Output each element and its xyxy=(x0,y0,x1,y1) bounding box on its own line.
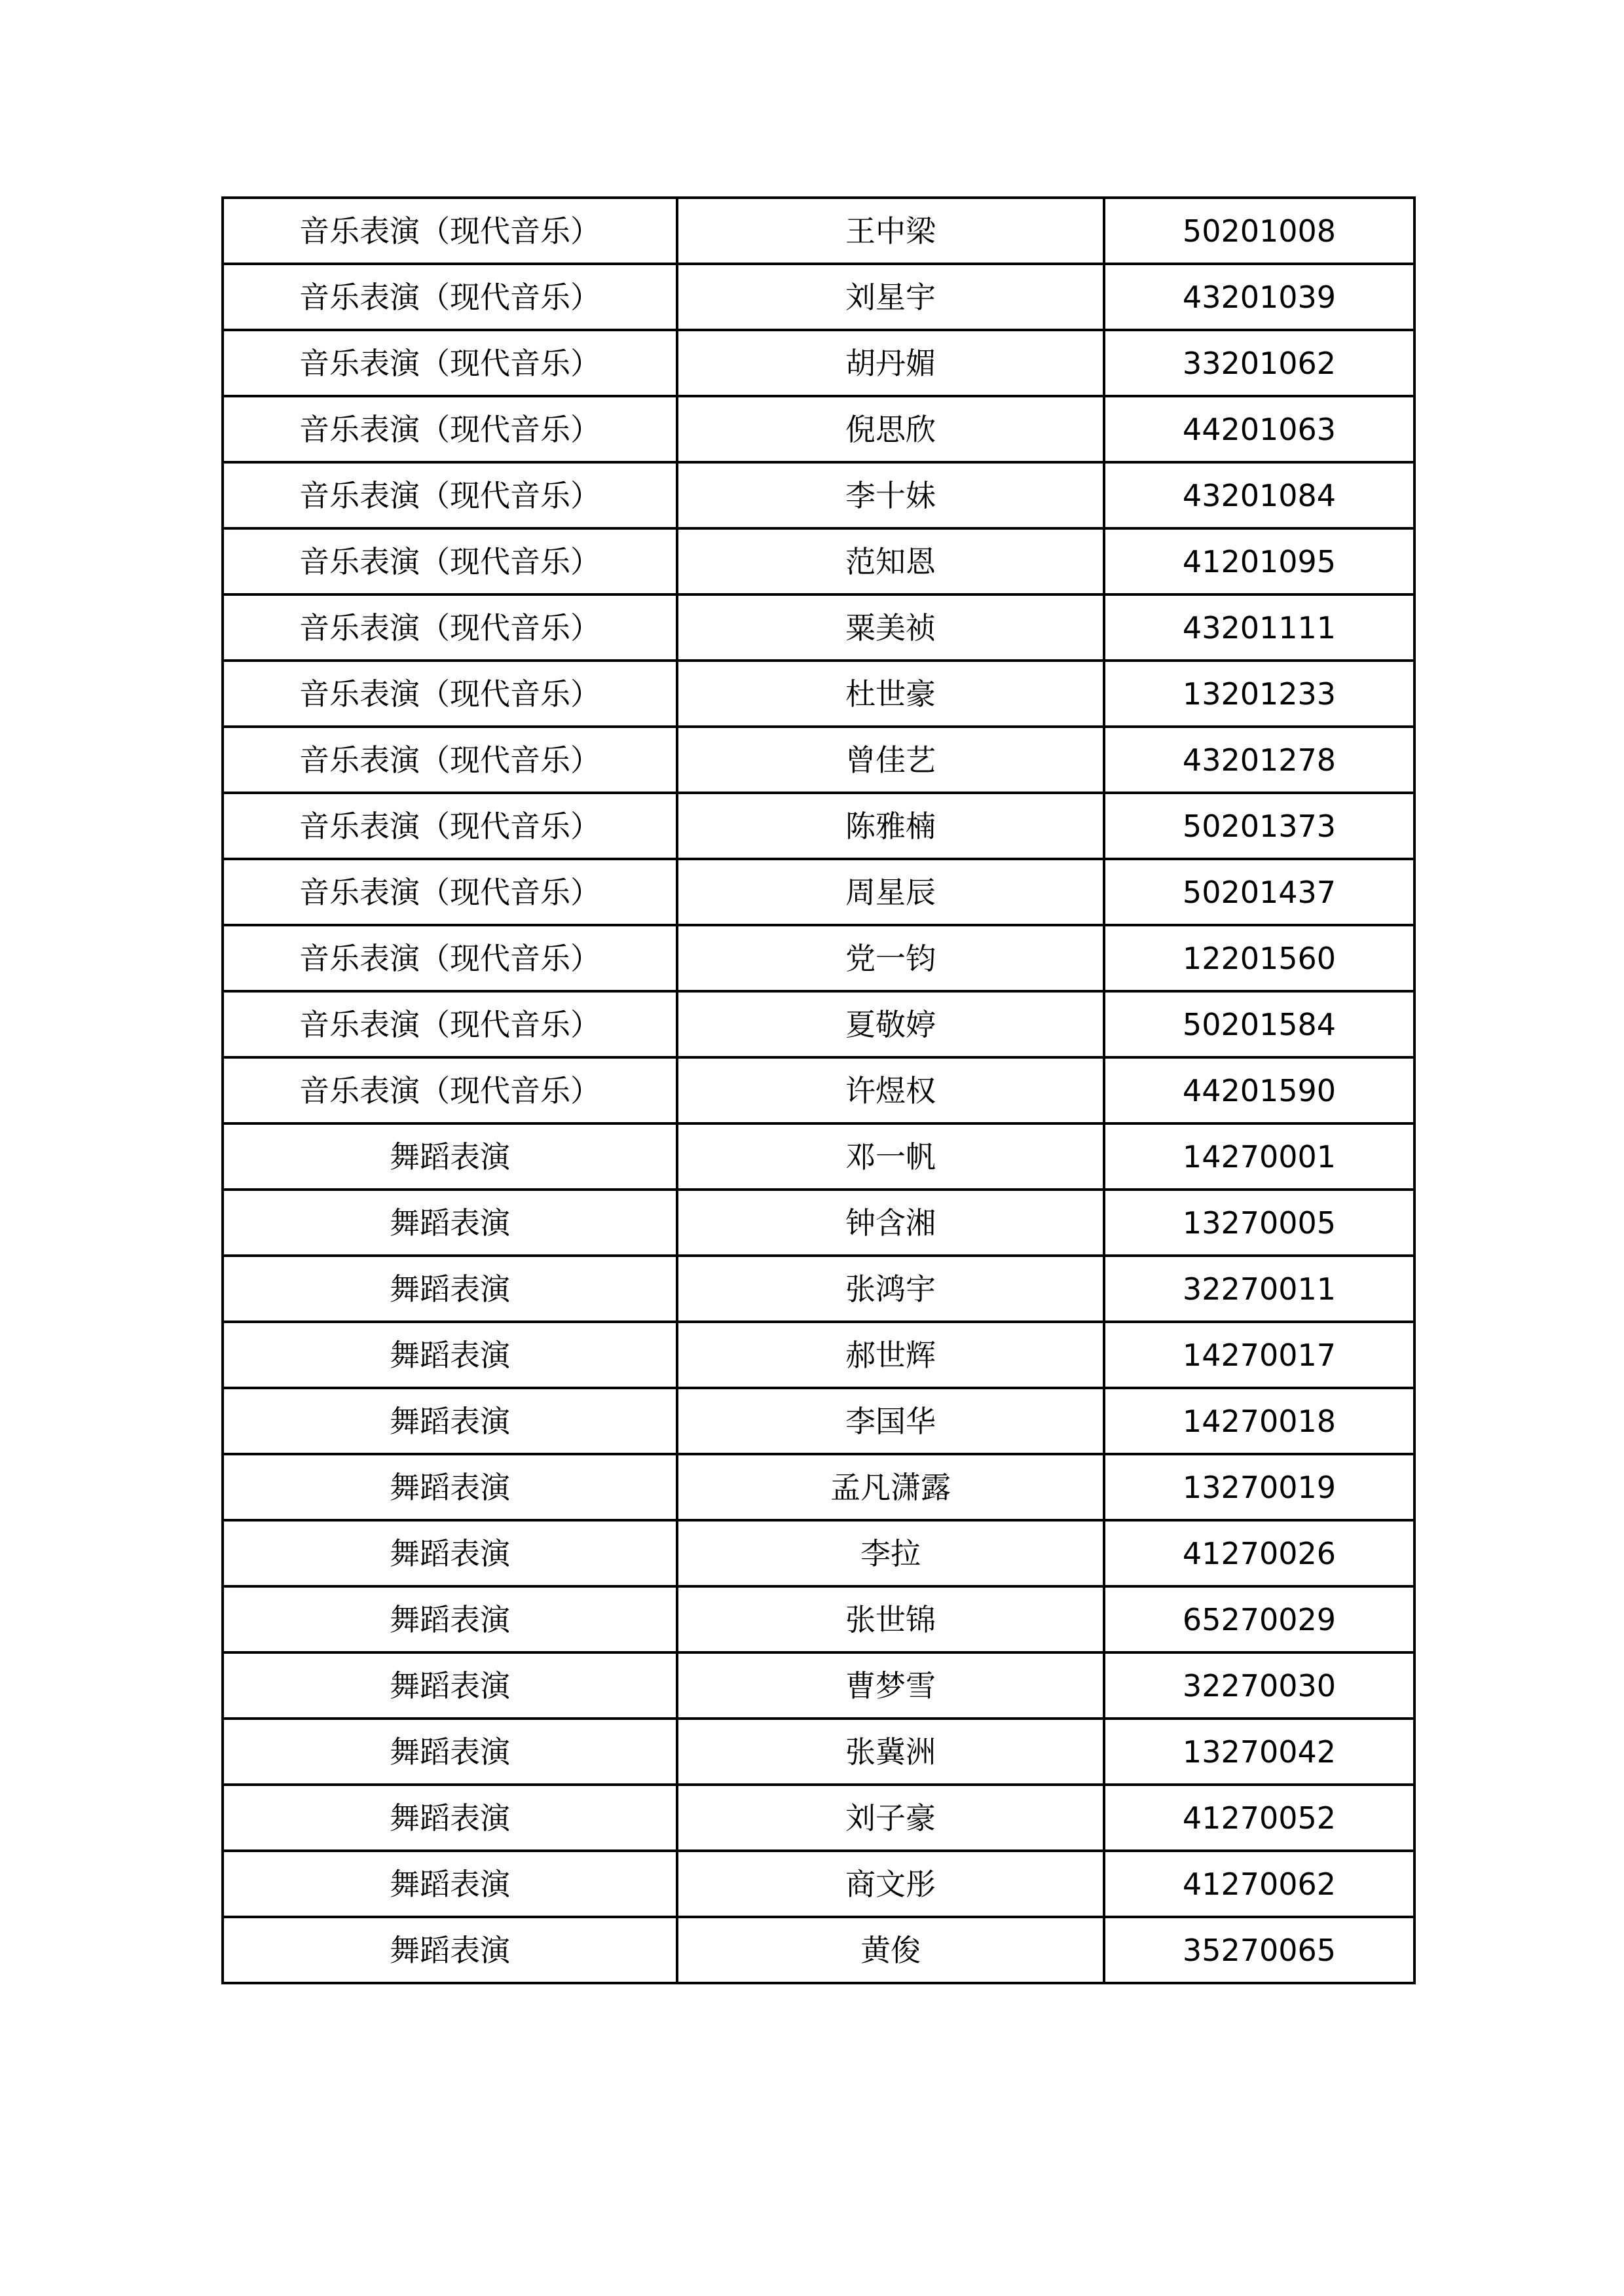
id-cell: 14270017 xyxy=(1104,1322,1414,1388)
major-cell: 音乐表演（现代音乐） xyxy=(223,1057,677,1123)
major-cell: 舞蹈表演 xyxy=(223,1719,677,1785)
major-cell: 舞蹈表演 xyxy=(223,1917,677,1983)
major-cell: 音乐表演（现代音乐） xyxy=(223,594,677,661)
table-row xyxy=(223,1322,1414,1388)
table-row xyxy=(223,396,1414,462)
id-cell: 41270026 xyxy=(1104,1520,1414,1586)
id-cell: 43201111 xyxy=(1104,594,1414,661)
major-cell: 音乐表演（现代音乐） xyxy=(223,793,677,859)
name-cell: 曹梦雪 xyxy=(677,1652,1104,1719)
major-cell: 音乐表演（现代音乐） xyxy=(223,727,677,793)
name-cell: 党一钧 xyxy=(677,925,1104,991)
name-cell: 张世锦 xyxy=(677,1586,1104,1652)
major-cell: 音乐表演（现代音乐） xyxy=(223,396,677,462)
name-cell: 刘星宇 xyxy=(677,264,1104,330)
name-cell: 范知恩 xyxy=(677,528,1104,594)
name-cell: 陈雅楠 xyxy=(677,793,1104,859)
id-cell: 50201373 xyxy=(1104,793,1414,859)
id-cell: 43201278 xyxy=(1104,727,1414,793)
major-cell: 舞蹈表演 xyxy=(223,1785,677,1851)
major-cell: 舞蹈表演 xyxy=(223,1454,677,1520)
table-row xyxy=(223,1785,1414,1851)
id-cell: 41270062 xyxy=(1104,1851,1414,1917)
table-row xyxy=(223,661,1414,727)
id-cell: 41270052 xyxy=(1104,1785,1414,1851)
major-cell: 音乐表演（现代音乐） xyxy=(223,330,677,396)
major-cell: 音乐表演（现代音乐） xyxy=(223,528,677,594)
major-cell: 音乐表演（现代音乐） xyxy=(223,925,677,991)
name-cell: 杜世豪 xyxy=(677,661,1104,727)
id-cell: 50201584 xyxy=(1104,991,1414,1057)
name-cell: 王中梁 xyxy=(677,198,1104,264)
table-row xyxy=(223,1851,1414,1917)
id-cell: 33201062 xyxy=(1104,330,1414,396)
major-cell: 舞蹈表演 xyxy=(223,1388,677,1454)
name-cell: 张鸿宇 xyxy=(677,1256,1104,1322)
table-row xyxy=(223,1520,1414,1586)
name-cell: 商文彤 xyxy=(677,1851,1104,1917)
table-row xyxy=(223,793,1414,859)
major-cell: 舞蹈表演 xyxy=(223,1190,677,1256)
table-row xyxy=(223,859,1414,925)
id-cell: 13270019 xyxy=(1104,1454,1414,1520)
table-row xyxy=(223,925,1414,991)
table-row xyxy=(223,1917,1414,1983)
major-cell: 音乐表演（现代音乐） xyxy=(223,264,677,330)
table-row xyxy=(223,528,1414,594)
id-cell: 32270011 xyxy=(1104,1256,1414,1322)
table-row xyxy=(223,1190,1414,1256)
name-cell: 李十妹 xyxy=(677,462,1104,528)
table-row xyxy=(223,1057,1414,1123)
major-cell: 舞蹈表演 xyxy=(223,1652,677,1719)
table-row xyxy=(223,594,1414,661)
name-cell: 许煜权 xyxy=(677,1057,1104,1123)
table-row xyxy=(223,330,1414,396)
table-row xyxy=(223,462,1414,528)
name-cell: 郝世辉 xyxy=(677,1322,1104,1388)
major-cell: 音乐表演（现代音乐） xyxy=(223,991,677,1057)
table-row xyxy=(223,991,1414,1057)
id-cell: 44201063 xyxy=(1104,396,1414,462)
name-cell: 李国华 xyxy=(677,1388,1104,1454)
major-cell: 舞蹈表演 xyxy=(223,1851,677,1917)
name-cell: 倪思欣 xyxy=(677,396,1104,462)
id-cell: 50201437 xyxy=(1104,859,1414,925)
id-cell: 13270042 xyxy=(1104,1719,1414,1785)
id-cell: 13201233 xyxy=(1104,661,1414,727)
name-cell: 刘子豪 xyxy=(677,1785,1104,1851)
name-cell: 周星辰 xyxy=(677,859,1104,925)
table-row xyxy=(223,264,1414,330)
name-cell: 夏敬婷 xyxy=(677,991,1104,1057)
name-cell: 孟凡潇露 xyxy=(677,1454,1104,1520)
name-cell: 黄俊 xyxy=(677,1917,1104,1983)
major-cell: 舞蹈表演 xyxy=(223,1322,677,1388)
table-row xyxy=(223,1586,1414,1652)
id-cell: 65270029 xyxy=(1104,1586,1414,1652)
id-cell: 13270005 xyxy=(1104,1190,1414,1256)
major-cell: 音乐表演（现代音乐） xyxy=(223,462,677,528)
name-cell: 胡丹媚 xyxy=(677,330,1104,396)
table-row xyxy=(223,1123,1414,1190)
major-cell: 音乐表演（现代音乐） xyxy=(223,661,677,727)
table-row xyxy=(223,198,1414,264)
major-cell: 舞蹈表演 xyxy=(223,1123,677,1190)
id-cell: 43201084 xyxy=(1104,462,1414,528)
roster-table xyxy=(221,196,1416,1984)
name-cell: 张冀洲 xyxy=(677,1719,1104,1785)
name-cell: 李拉 xyxy=(677,1520,1104,1586)
id-cell: 41201095 xyxy=(1104,528,1414,594)
major-cell: 音乐表演（现代音乐） xyxy=(223,859,677,925)
id-cell: 14270001 xyxy=(1104,1123,1414,1190)
table-row xyxy=(223,1256,1414,1322)
table-row xyxy=(223,1454,1414,1520)
id-cell: 32270030 xyxy=(1104,1652,1414,1719)
id-cell: 44201590 xyxy=(1104,1057,1414,1123)
name-cell: 邓一帆 xyxy=(677,1123,1104,1190)
table-row xyxy=(223,1652,1414,1719)
table-row xyxy=(223,727,1414,793)
id-cell: 43201039 xyxy=(1104,264,1414,330)
table-row xyxy=(223,1719,1414,1785)
name-cell: 钟含湘 xyxy=(677,1190,1104,1256)
major-cell: 舞蹈表演 xyxy=(223,1256,677,1322)
major-cell: 音乐表演（现代音乐） xyxy=(223,198,677,264)
major-cell: 舞蹈表演 xyxy=(223,1586,677,1652)
table-row xyxy=(223,1388,1414,1454)
name-cell: 曾佳艺 xyxy=(677,727,1104,793)
id-cell: 12201560 xyxy=(1104,925,1414,991)
major-cell: 舞蹈表演 xyxy=(223,1520,677,1586)
name-cell: 粟美祯 xyxy=(677,594,1104,661)
id-cell: 50201008 xyxy=(1104,198,1414,264)
id-cell: 35270065 xyxy=(1104,1917,1414,1983)
id-cell: 14270018 xyxy=(1104,1388,1414,1454)
